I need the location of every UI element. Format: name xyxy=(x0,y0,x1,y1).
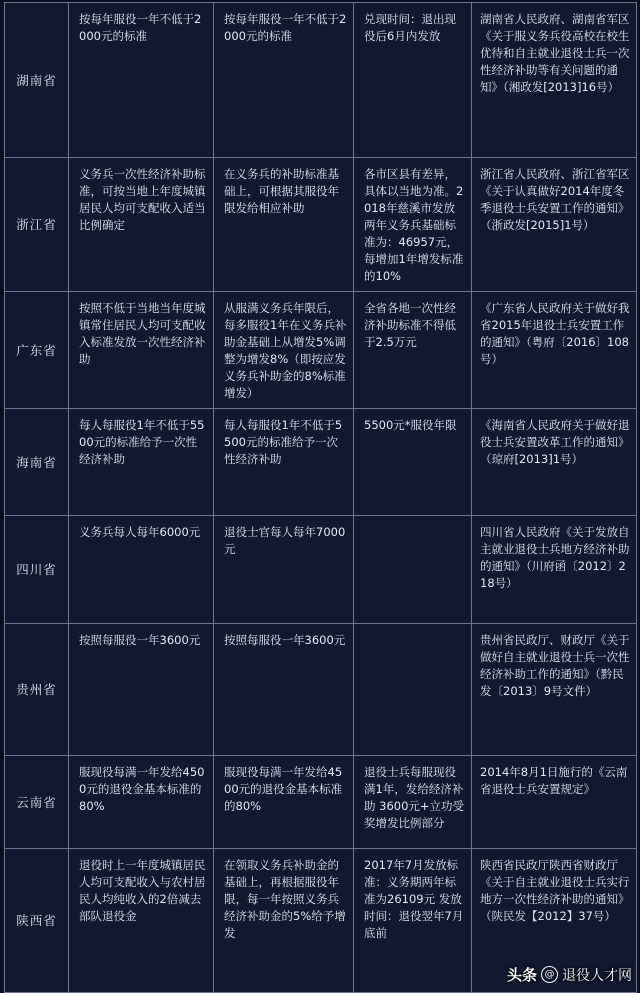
conscript-standard-cell: 义务兵一次性经济补助标准，可按当地上年度城镇居民人均可支配收入适当比例确定 xyxy=(69,158,214,292)
extra-service-cell: 按照每服役一年3600元 xyxy=(214,624,354,756)
toutiao-watermark xyxy=(507,964,632,985)
conscript-standard-cell: 服现役每满一年发给4500元的退役金基本标准的80% xyxy=(69,756,214,849)
table-row xyxy=(5,409,637,516)
table-row xyxy=(5,292,637,409)
extra-service-cell: 在义务兵的补助标准基础上，可根据其服役年限发给相应补助 xyxy=(214,158,354,292)
province-cell: 四川省 xyxy=(5,516,69,624)
province-cell: 湖南省 xyxy=(5,3,69,158)
conscript-standard-cell: 义务兵每人每年6000元 xyxy=(69,516,214,624)
province-cell: 海南省 xyxy=(5,409,69,516)
payment-note-cell: 全省各地一次性经济补助标准不得低于2.5万元 xyxy=(354,292,472,409)
policy-document-cell: 贵州省民政厅、财政厅《关于做好自主就业退役士兵一次性经济补助工作的通知》（黔民发〔2013〕9号文件） xyxy=(472,624,637,756)
policy-table-container xyxy=(4,2,636,985)
conscript-standard-cell: 按照每服役一年3600元 xyxy=(69,624,214,756)
table-row xyxy=(5,516,637,624)
payment-note-cell xyxy=(354,516,472,624)
table-row xyxy=(5,624,637,756)
policy-document-cell: 湖南省人民政府、湖南省军区《关于服义务兵役高校在校生优待和自主就业退役士兵一次性经济补助等有关问题的通知》（湘政发[2013]16号） xyxy=(472,3,637,158)
extra-service-cell: 从服满义务兵年限后，每多服役1年在义务兵补助金基础上从增发5%调整为增发8%（即按应发义务兵补助金的8%标准增发） xyxy=(214,292,354,409)
at-icon: @ xyxy=(541,966,558,983)
province-cell: 浙江省 xyxy=(5,158,69,292)
payment-note-cell: 各市区县有差异，具体以当地为准。2018年慈溪市发放两年义务兵基础标准为：46957元，每增加1年增发标准的10% xyxy=(354,158,472,292)
policy-document-cell: 四川省人民政府《关于发放自主就业退役士兵地方经济补助的通知》（川府函〔2012〕218号） xyxy=(472,516,637,624)
province-cell: 贵州省 xyxy=(5,624,69,756)
table-row xyxy=(5,3,637,158)
policy-document-cell: 陕西省民政厅陕西省财政厅《关于自主就业退役士兵实行地方一次性经济补助的通知》（陕民发【2012】37号） xyxy=(472,849,637,993)
extra-service-cell: 按每年服役一年不低于2000元的标准 xyxy=(214,3,354,158)
veteran-subsidy-table xyxy=(4,2,637,993)
payment-note-cell: 退役士兵每服现役满1年，发给经济补助 3600元+立功受奖增发比例部分 xyxy=(354,756,472,849)
conscript-standard-cell: 退役时上一年度城镇居民人均可支配收入与农村居民人均纯收入的2倍减去部队退役金 xyxy=(69,849,214,993)
policy-document-cell: 2014年8月1日施行的《云南省退役士兵安置规定》 xyxy=(472,756,637,849)
payment-note-cell: 兑现时间：退出现役后6月内发放 xyxy=(354,3,472,158)
policy-document-cell: 浙江省人民政府、浙江省军区《关于认真做好2014年度冬季退役士兵安置工作的通知》（浙政发[2015]1号） xyxy=(472,158,637,292)
province-cell: 陕西省 xyxy=(5,849,69,993)
province-cell: 广东省 xyxy=(5,292,69,409)
watermark-brand: 头条 xyxy=(506,966,537,984)
conscript-standard-cell: 每人每服役1年不低于5500元的标准给予一次性经济补助 xyxy=(69,409,214,516)
conscript-standard-cell: 按每年服役一年不低于2000元的标准 xyxy=(69,3,214,158)
extra-service-cell: 服现役每满一年发给4500元的退役金基本标准的80% xyxy=(214,756,354,849)
policy-document-cell: 《海南省人民政府关于做好退役士兵安置改革工作的通知》（琼府[2013]1号） xyxy=(472,409,637,516)
extra-service-cell: 每人每服役1年不低于5500元的标准给予一次性经济补助 xyxy=(214,409,354,516)
table-row xyxy=(5,756,637,849)
conscript-standard-cell: 按照不低于当地当年度城镇常住居民人均可支配收入标准发放一次性经济补助 xyxy=(69,292,214,409)
payment-note-cell: 2017年7月发放标准：义务期两年标准为26109元 发放时间：退役翌年7月底前 xyxy=(354,849,472,993)
province-cell: 云南省 xyxy=(5,756,69,849)
payment-note-cell xyxy=(354,624,472,756)
extra-service-cell: 在领取义务兵补助金的基础上，再根据服役年限，每一年按照义务兵经济补助金的5%给予增发 xyxy=(214,849,354,993)
table-row xyxy=(5,158,637,292)
policy-document-cell: 《广东省人民政府关于做好我省2015年退役士兵安置工作的通知》（粤府〔2016〕108号） xyxy=(472,292,637,409)
watermark-account: 退役人才网 xyxy=(562,967,632,984)
extra-service-cell: 退役士官每人每年7000元 xyxy=(214,516,354,624)
payment-note-cell: 5500元*服役年限 xyxy=(354,409,472,516)
